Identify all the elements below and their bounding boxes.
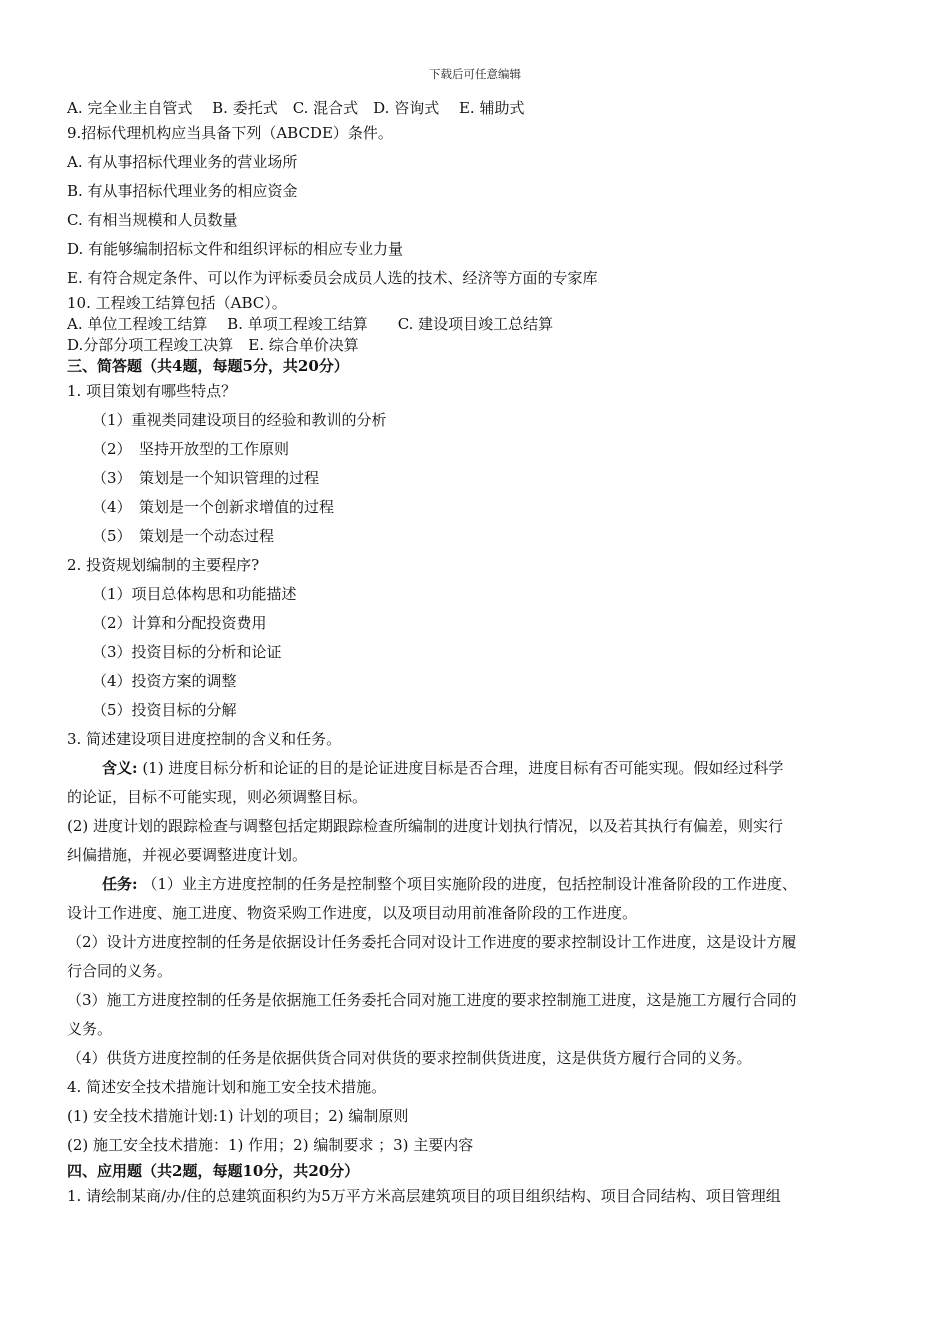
option-c: C. 有相当规模和人员数量 bbox=[67, 211, 238, 229]
task-text-3: （3）施工方进度控制的任务是依据施工任务委托合同对施工进度的要求控制施工进度，这是施工方履行合同的 bbox=[67, 991, 797, 1009]
question-9: 9.招标代理机构应当具备下列（ABCDE）条件。 bbox=[67, 124, 393, 142]
answer-item: （4）投资方案的调整 bbox=[92, 672, 237, 690]
options-abc: A. 单位工程竣工结算 B. 单项工程竣工结算 C. 建设项目竣工总结算 bbox=[67, 315, 554, 333]
meaning-text-cont: 的论证，目标不可能实现，则必须调整目标。 bbox=[67, 788, 368, 806]
answer-item: （1）项目总体构思和功能描述 bbox=[92, 585, 297, 603]
task-text: （1）业主方进度控制的任务是控制整个项目实施阶段的进度，包括控制设计准备阶段的工作进度、 bbox=[142, 875, 797, 893]
task-text-2: （2）设计方进度控制的任务是依据设计任务委托合同对设计工作进度的要求控制设计工作进度，这是设计方履 bbox=[67, 933, 797, 951]
answer-item: （2）计算和分配投资费用 bbox=[92, 614, 267, 632]
answer-item: （4） 策划是一个创新求增值的过程 bbox=[92, 498, 335, 516]
meaning-text-2: (2) 进度计划的跟踪检查与调整包括定期跟踪检查所编制的进度计划执行情况，以及若其执行有偏差，则实行 bbox=[67, 817, 784, 835]
option-a: A. 有从事招标代理业务的营业场所 bbox=[67, 153, 298, 171]
task-text-4: （4）供货方进度控制的任务是依据供货合同对供货的要求控制供货进度，这是供货方履行合同的义务。 bbox=[67, 1049, 752, 1067]
options-de: D.分部分项工程竣工决算 E. 综合单价决算 bbox=[67, 336, 359, 354]
section-heading-3: 三、简答题（共4题，每题5分，共20分） bbox=[67, 357, 349, 375]
task-text-3-cont: 义务。 bbox=[67, 1020, 113, 1038]
text-line: A. 完全业主自管式 B. 委托式 C. 混合式 D. 咨询式 E. 辅助式 bbox=[67, 99, 525, 117]
meaning-label: 含义: bbox=[102, 759, 138, 777]
option-b: B. 有从事招标代理业务的相应资金 bbox=[67, 182, 298, 200]
answer-item: (1) 安全技术措施计划:1) 计划的项目；2) 编制原则 bbox=[67, 1107, 409, 1125]
question-4: 4. 简述安全技术措施计划和施工安全技术措施。 bbox=[67, 1078, 387, 1096]
meaning-paragraph-line bbox=[102, 758, 783, 778]
question-1: 1. 项目策划有哪些特点？ bbox=[67, 382, 237, 400]
question-10: 10. 工程竣工结算包括（ABC）。 bbox=[67, 294, 287, 312]
task-text-cont: 设计工作进度、施工进度、物资采购工作进度，以及项目动用前准备阶段的工作进度。 bbox=[67, 904, 638, 922]
section-heading-4: 四、应用题（共2题，每题10分，共20分） bbox=[67, 1162, 360, 1180]
task-label: 任务: bbox=[102, 875, 138, 893]
answer-item: （3） 策划是一个知识管理的过程 bbox=[92, 469, 320, 487]
answer-item: （3）投资目标的分析和论证 bbox=[92, 643, 282, 661]
page-header: 下载后可任意编辑 bbox=[429, 67, 521, 81]
answer-item: (2) 施工安全技术措施：1) 作用；2) 编制要求 ；3) 主要内容 bbox=[67, 1136, 474, 1154]
application-question-1: 1. 请绘制某商/办/住的总建筑面积约为5万平方米高层建筑项目的项目组织结构、项目合同结构、项目管理组 bbox=[67, 1187, 781, 1205]
option-e: E. 有符合规定条件、可以作为评标委员会成员人选的技术、经济等方面的专家库 bbox=[67, 269, 598, 287]
answer-item: （2） 坚持开放型的工作原则 bbox=[92, 440, 290, 458]
question-3: 3. 简述建设项目进度控制的含义和任务。 bbox=[67, 730, 342, 748]
answer-item: （5）投资目标的分解 bbox=[92, 701, 237, 719]
task-paragraph-line bbox=[102, 874, 797, 894]
meaning-text-2-cont: 纠偏措施，并视必要调整进度计划。 bbox=[67, 846, 308, 864]
question-2: 2. 投资规划编制的主要程序? bbox=[67, 556, 260, 574]
option-d: D. 有能够编制招标文件和组织评标的相应专业力量 bbox=[67, 240, 404, 258]
meaning-text: (1) 进度目标分析和论证的目的是论证进度目标是否合理，进度目标有否可能实现。假如经过科学 bbox=[142, 759, 784, 777]
task-text-2-cont: 行合同的义务。 bbox=[67, 962, 173, 980]
answer-item: （1）重视类同建设项目的经验和教训的分析 bbox=[92, 411, 387, 429]
answer-item: （5） 策划是一个动态过程 bbox=[92, 527, 275, 545]
